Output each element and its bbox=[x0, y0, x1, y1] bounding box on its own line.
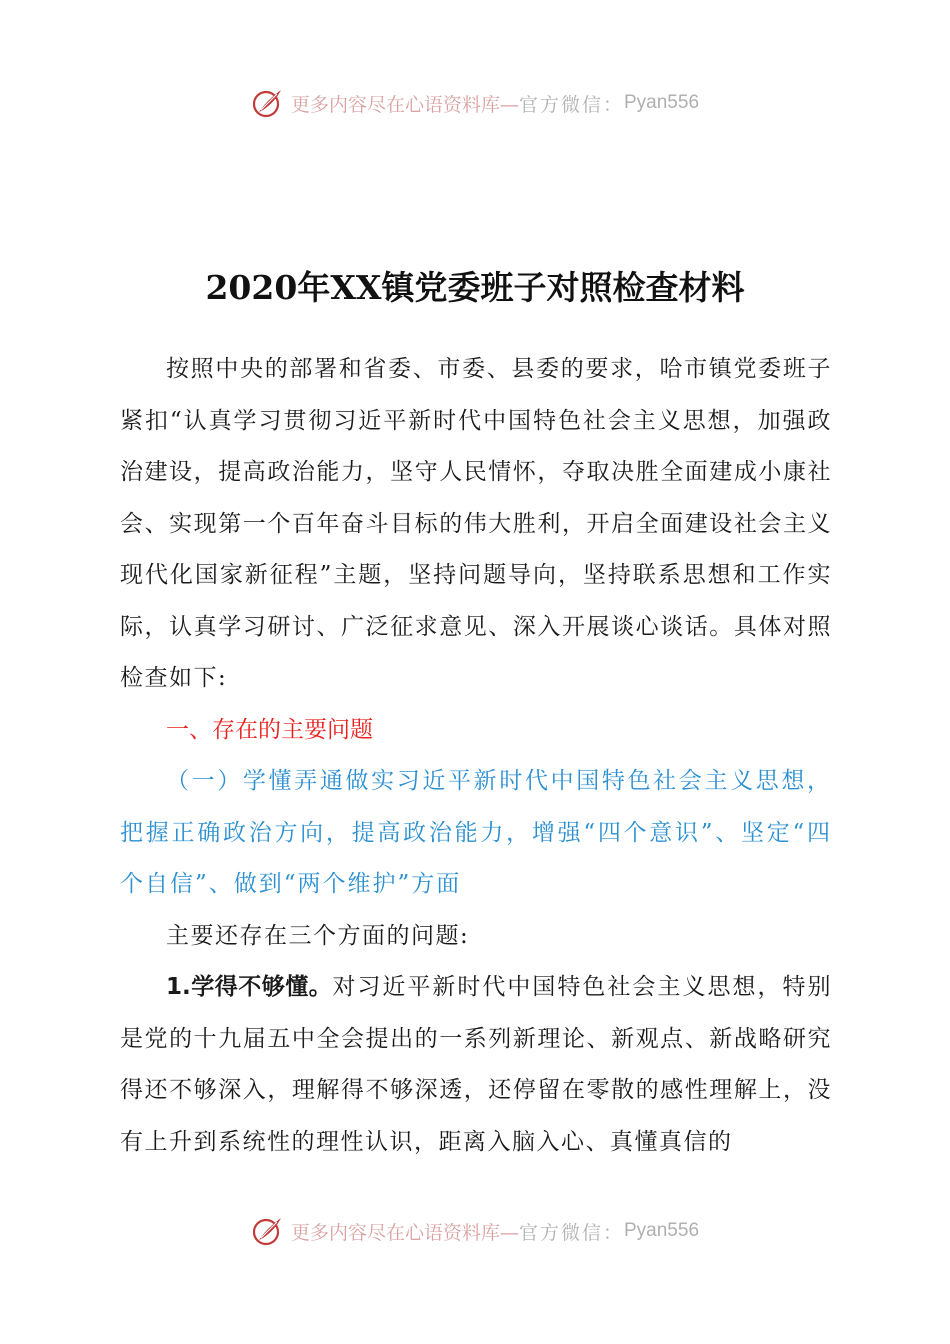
item-text: 对习近平新时代中国特色社会主义思想，特别是党的十九届五中全会提出的一系列新理论、新观点、新战略研究得还不够深入，理解得不够深透，还停留在零散的感性理解上，没有上升到系统性的理性认识，距离入脑入心、真懂真信的 bbox=[120, 974, 832, 1155]
quill-logo-icon bbox=[251, 86, 285, 120]
watermark-text: 更多内容尽在心语资料库— bbox=[290, 1221, 519, 1244]
watermark-header bbox=[0, 86, 950, 120]
item-paragraph bbox=[120, 962, 832, 1168]
item-lead: 1.学得不够懂。 bbox=[166, 974, 333, 1000]
watermark-footer bbox=[0, 1214, 950, 1248]
watermark-text: 更多内容尽在心语资料库— bbox=[290, 93, 519, 116]
section-heading: 一、存在的主要问题 bbox=[166, 716, 373, 743]
watermark-wechat-id: Pyan556 bbox=[624, 1220, 700, 1241]
watermark-wechat-id: Pyan556 bbox=[624, 92, 700, 113]
intro-paragraph: 按照中央的部署和省委、市委、县委的要求，哈市镇党委班子紧扣“认真学习贯彻习近平新时代中国特色社会主义思想，加强政治建设，提高政治能力，坚守人民情怀，夺取决胜全面建成小康社会、实现第一个百年奋斗目标的伟大胜利，开启全面建设社会主义现代化国家新征程”主题，坚持问题导向，坚持联系思想和工作实际，认真学习研讨、广泛征求意见、深入开展谈心谈话。具体对照检查如下: bbox=[120, 356, 832, 691]
subsection-heading: （一）学懂弄通做实习近平新时代中国特色社会主义思想，把握正确政治方向，提高政治能力，增强“四个意识”、坚定“四个自信”、做到“两个维护”方面 bbox=[120, 768, 832, 897]
watermark-wechat-label: 官方微信： bbox=[518, 93, 624, 116]
document-title: 2020年XX镇党委班子对照检查材料 bbox=[205, 268, 745, 307]
summary-paragraph: 主要还存在三个方面的问题: bbox=[166, 922, 470, 949]
document-body bbox=[120, 344, 832, 1168]
watermark-wechat-label: 官方微信： bbox=[518, 1221, 624, 1244]
quill-logo-icon bbox=[251, 1214, 285, 1248]
